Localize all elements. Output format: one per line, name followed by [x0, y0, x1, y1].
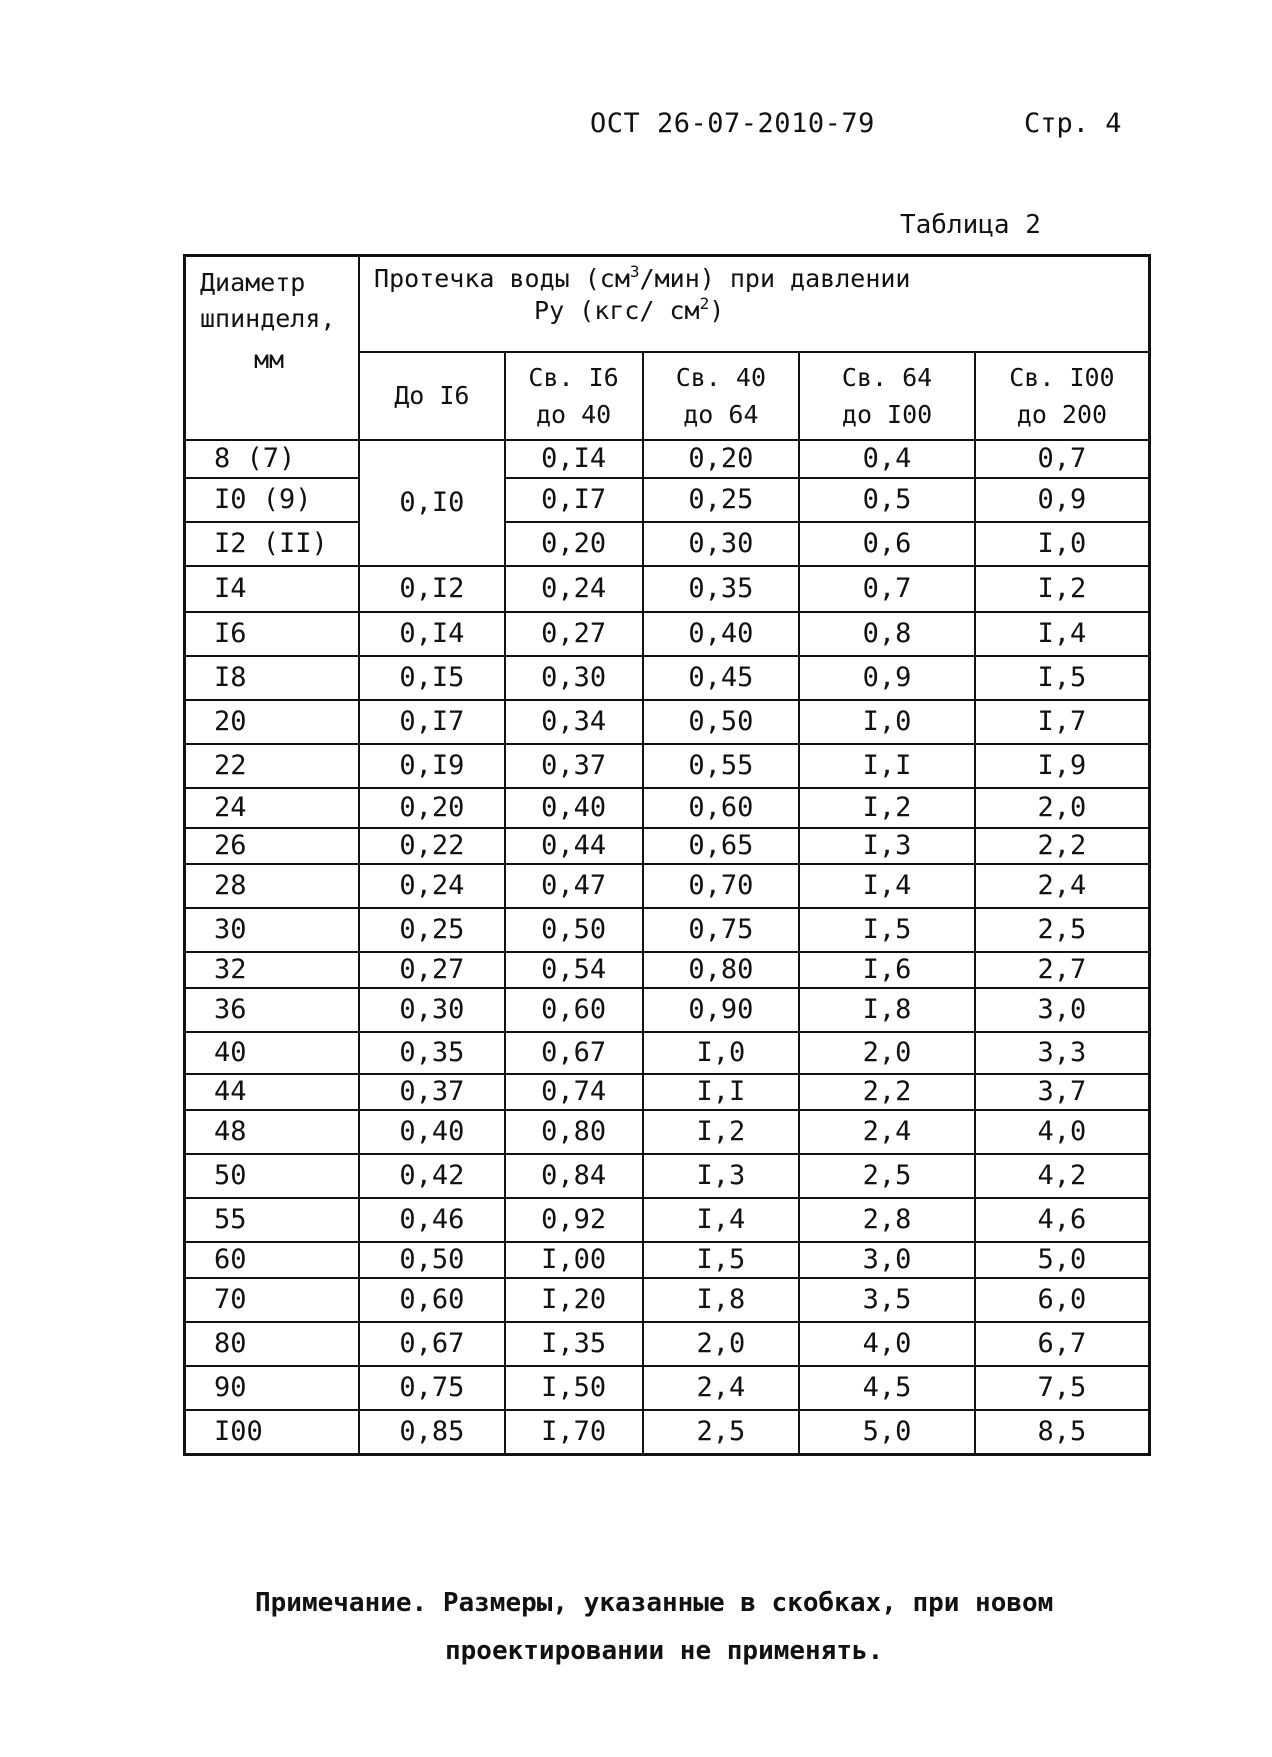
leakage-value-cell: I,7	[975, 700, 1150, 744]
table-row	[185, 788, 1150, 828]
leakage-value-cell: I,I	[643, 1074, 800, 1110]
table-row	[185, 1198, 1150, 1242]
leakage-value-cell: 0,65	[643, 828, 800, 864]
diameter-cell: 70	[185, 1278, 360, 1322]
leakage-value-cell: 0,84	[505, 1154, 643, 1198]
leakage-value-cell: 0,35	[643, 566, 800, 612]
leakage-value-cell: 0,30	[359, 988, 505, 1032]
leakage-value-cell: I,4	[975, 612, 1150, 656]
leakage-value-cell: 2,0	[643, 1322, 800, 1366]
leakage-value-cell: 0,67	[505, 1032, 643, 1074]
leakage-value-cell: 0,9	[799, 656, 975, 700]
leakage-value-cell: 0,40	[359, 1110, 505, 1154]
leakage-value-cell: 0,74	[505, 1074, 643, 1110]
leakage-value-cell: I,0	[975, 522, 1150, 566]
leakage-value-cell: 4,5	[799, 1366, 975, 1410]
table-row	[185, 566, 1150, 612]
leakage-value-cell: 0,67	[359, 1322, 505, 1366]
leakage-value-cell: I,I	[799, 744, 975, 788]
leakage-value-cell: 2,2	[975, 828, 1150, 864]
table-row	[185, 988, 1150, 1032]
leakage-value-cell: 0,37	[505, 744, 643, 788]
table-row	[185, 1154, 1150, 1198]
leakage-value-cell: I,3	[799, 828, 975, 864]
leakage-value-cell: 0,24	[505, 566, 643, 612]
leakage-value-cell: 0,25	[359, 908, 505, 952]
diameter-header-label: Диаметр шпинделя,	[200, 268, 336, 334]
leakage-value-cell: 2,8	[799, 1198, 975, 1242]
leakage-value-cell: 0,30	[505, 656, 643, 700]
leakage-value-cell: 0,92	[505, 1198, 643, 1242]
leakage-value-cell: I,50	[505, 1366, 643, 1410]
leakage-value-cell: 0,I7	[505, 478, 643, 522]
leakage-value-cell: I,4	[643, 1198, 800, 1242]
leakage-value-cell: 0,I5	[359, 656, 505, 700]
leakage-value-cell: 0,24	[359, 864, 505, 908]
diameter-cell: 24	[185, 788, 360, 828]
leakage-value-cell: I,8	[643, 1278, 800, 1322]
leakage-value-cell: 0,55	[643, 744, 800, 788]
leakage-value-cell: 0,34	[505, 700, 643, 744]
leakage-value-cell: 0,27	[359, 952, 505, 988]
leakage-value-cell: 2,2	[799, 1074, 975, 1110]
table-row	[185, 700, 1150, 744]
leakage-value-cell: 0,70	[643, 864, 800, 908]
leakage-value-cell: 0,80	[643, 952, 800, 988]
pressure-range-label: Св. I00	[1009, 362, 1115, 392]
pressure-unit-text: Ру (кгс/ см	[534, 295, 700, 325]
leakage-value-cell: 3,0	[975, 988, 1150, 1032]
leakage-value-cell: 0,I4	[359, 612, 505, 656]
leakage-value-cell: 0,60	[359, 1278, 505, 1322]
leakage-value-cell: 0,80	[505, 1110, 643, 1154]
leakage-value-cell: 0,75	[359, 1366, 505, 1410]
leakage-value-cell: 0,47	[505, 864, 643, 908]
leakage-value-cell: 5,0	[799, 1410, 975, 1454]
diameter-cell: 40	[185, 1032, 360, 1074]
leakage-value-cell: 2,0	[799, 1032, 975, 1074]
leakage-value-cell: 3,0	[799, 1242, 975, 1278]
leakage-value-cell: 0,25	[643, 478, 800, 522]
table-row	[185, 440, 1150, 478]
leakage-value-cell: 2,5	[799, 1154, 975, 1198]
pressure-range-label-2: до I00	[841, 400, 933, 429]
pressure-range-header	[975, 352, 1150, 440]
diameter-unit: мм	[253, 344, 285, 374]
table-row	[185, 478, 1150, 522]
leakage-value-cell: I,20	[505, 1278, 643, 1322]
leakage-header-text: Протечка воды (см	[374, 264, 630, 293]
pressure-range-label: Св. 64	[841, 362, 933, 392]
leakage-value-cell: 0,5	[799, 478, 975, 522]
leakage-value-cell: 0,60	[505, 988, 643, 1032]
diameter-cell: 20	[185, 700, 360, 744]
leakage-value-cell: 0,I7	[359, 700, 505, 744]
leakage-value-cell: 0,I4	[505, 440, 643, 478]
leakage-value-cell: I,3	[643, 1154, 800, 1198]
leakage-table	[183, 254, 1151, 1456]
diameter-cell: I4	[185, 566, 360, 612]
leakage-value-cell: 0,60	[643, 788, 800, 828]
leakage-value-cell: 0,40	[505, 788, 643, 828]
table-row	[185, 1242, 1150, 1278]
diameter-cell: 60	[185, 1242, 360, 1278]
leakage-value-cell: 6,7	[975, 1322, 1150, 1366]
table-row	[185, 1410, 1150, 1454]
table-row	[185, 1074, 1150, 1110]
table-row	[185, 908, 1150, 952]
leakage-value-cell: 0,20	[359, 788, 505, 828]
leakage-value-cell: 0,7	[799, 566, 975, 612]
leakage-value-cell: 0,22	[359, 828, 505, 864]
diameter-cell: 36	[185, 988, 360, 1032]
diameter-cell: 30	[185, 908, 360, 952]
leakage-value-cell: I,6	[799, 952, 975, 988]
diameter-cell: I8	[185, 656, 360, 700]
leakage-header	[359, 256, 1149, 353]
leakage-value-cell: I,9	[975, 744, 1150, 788]
diameter-cell: I6	[185, 612, 360, 656]
leakage-value-cell: I,5	[643, 1242, 800, 1278]
pressure-range-label: Св. 40	[675, 362, 767, 392]
table-row	[185, 1322, 1150, 1366]
leakage-value-cell: 0,27	[505, 612, 643, 656]
note-line-1: Примечание. Размеры, указанные в скобках, при новом	[255, 1588, 1054, 1618]
leakage-value-cell: 2,5	[643, 1410, 800, 1454]
leakage-value-cell: 0,75	[643, 908, 800, 952]
leakage-value-cell: I,0	[643, 1032, 800, 1074]
table-row	[185, 522, 1150, 566]
pressure-range-header	[505, 352, 643, 440]
leakage-value-cell: 0,44	[505, 828, 643, 864]
leakage-value-cell: I,5	[799, 908, 975, 952]
table-row	[185, 744, 1150, 788]
diameter-cell: 80	[185, 1322, 360, 1366]
leakage-value-cell: 8,5	[975, 1410, 1150, 1454]
leakage-value-cell: 2,0	[975, 788, 1150, 828]
leakage-value-cell: 0,35	[359, 1032, 505, 1074]
leakage-value-cell: 2,4	[799, 1110, 975, 1154]
pressure-range-header	[643, 352, 800, 440]
leakage-value-cell: 0,7	[975, 440, 1150, 478]
diameter-header	[185, 256, 360, 441]
diameter-cell: 48	[185, 1110, 360, 1154]
leakage-value-cell: 0,40	[643, 612, 800, 656]
leakage-value-cell: 0,54	[505, 952, 643, 988]
leakage-value-cell: 0,20	[505, 522, 643, 566]
leakage-value-cell: 0,50	[643, 700, 800, 744]
diameter-cell: 26	[185, 828, 360, 864]
leakage-value-cell: 7,5	[975, 1366, 1150, 1410]
table-row	[185, 952, 1150, 988]
diameter-cell: 8 (7)	[185, 440, 360, 478]
leakage-value-cell: 0,6	[799, 522, 975, 566]
leakage-value-cell: 3,3	[975, 1032, 1150, 1074]
diameter-cell: 22	[185, 744, 360, 788]
pressure-range-label-2: до 40	[535, 400, 612, 429]
leakage-value-cell: I,2	[975, 566, 1150, 612]
diameter-cell: 28	[185, 864, 360, 908]
leakage-value-cell: I,2	[643, 1110, 800, 1154]
leakage-value-cell: I,5	[975, 656, 1150, 700]
pressure-unit-close: )	[709, 295, 725, 325]
leakage-value-cell: I,8	[799, 988, 975, 1032]
leakage-value-cell: 3,7	[975, 1074, 1150, 1110]
table-row	[185, 1032, 1150, 1074]
note-line-2: проектировании не применять.	[445, 1636, 884, 1666]
pressure-range-header	[359, 352, 505, 440]
pressure-unit-line	[374, 295, 1148, 325]
leakage-value-cell: 0,46	[359, 1198, 505, 1242]
leakage-value-cell: 0,90	[643, 988, 800, 1032]
leakage-value-cell: 4,2	[975, 1154, 1150, 1198]
document-code: ОСТ 26-07-2010-79	[590, 108, 875, 139]
leakage-value-cell: 0,50	[359, 1242, 505, 1278]
leakage-value-cell: 2,7	[975, 952, 1150, 988]
diameter-cell: 90	[185, 1366, 360, 1410]
leakage-value-cell: 2,4	[975, 864, 1150, 908]
leakage-value-cell: 0,37	[359, 1074, 505, 1110]
leakage-value-cell: 0,85	[359, 1410, 505, 1454]
table-row	[185, 1110, 1150, 1154]
diameter-cell: 44	[185, 1074, 360, 1110]
pressure-range-label: До I6	[394, 381, 470, 411]
leakage-value-cell: 4,0	[799, 1322, 975, 1366]
leakage-value-cell: 4,6	[975, 1198, 1150, 1242]
leakage-value-cell: 0,30	[643, 522, 800, 566]
diameter-cell: 32	[185, 952, 360, 988]
pressure-range-header	[799, 352, 975, 440]
table-row	[185, 656, 1150, 700]
leakage-header-sup: 3	[629, 262, 640, 281]
leakage-value-cell: I,70	[505, 1410, 643, 1454]
table-row	[185, 1366, 1150, 1410]
pressure-range-label-2: до 64	[683, 400, 759, 429]
leakage-header-text-b: /мин) при давлении	[639, 264, 911, 293]
leakage-value-cell: 6,0	[975, 1278, 1150, 1322]
leakage-value-cell: 0,42	[359, 1154, 505, 1198]
diameter-cell: 50	[185, 1154, 360, 1198]
leakage-value-cell: 0,50	[505, 908, 643, 952]
leakage-value-cell: 0,8	[799, 612, 975, 656]
merged-value-cell: 0,I0	[359, 440, 505, 566]
leakage-value-cell: I,2	[799, 788, 975, 828]
leakage-value-cell: 0,9	[975, 478, 1150, 522]
leakage-value-cell: 2,4	[643, 1366, 800, 1410]
diameter-cell: I0 (9)	[185, 478, 360, 522]
page-number: Стр. 4	[1024, 108, 1122, 139]
pressure-range-label: Св. I6	[528, 362, 619, 392]
pressure-unit-sup: 2	[699, 293, 710, 313]
leakage-value-cell: 0,4	[799, 440, 975, 478]
leakage-value-cell: I,4	[799, 864, 975, 908]
leakage-value-cell: 2,5	[975, 908, 1150, 952]
leakage-value-cell: 5,0	[975, 1242, 1150, 1278]
leakage-value-cell: 3,5	[799, 1278, 975, 1322]
diameter-cell: I2 (II)	[185, 522, 360, 566]
leakage-value-cell: I,00	[505, 1242, 643, 1278]
leakage-value-cell: I,35	[505, 1322, 643, 1366]
leakage-value-cell: 4,0	[975, 1110, 1150, 1154]
table-row	[185, 1278, 1150, 1322]
table-row	[185, 612, 1150, 656]
leakage-value-cell: 0,45	[643, 656, 800, 700]
pressure-range-label-2: до 200	[1016, 400, 1108, 429]
leakage-value-cell: 0,I9	[359, 744, 505, 788]
table-row	[185, 828, 1150, 864]
diameter-cell: 55	[185, 1198, 360, 1242]
table-title: Таблица 2	[900, 210, 1041, 240]
leakage-value-cell: 0,I2	[359, 566, 505, 612]
diameter-cell: I00	[185, 1410, 360, 1454]
leakage-value-cell: I,0	[799, 700, 975, 744]
leakage-value-cell: 0,20	[643, 440, 800, 478]
table-row	[185, 864, 1150, 908]
